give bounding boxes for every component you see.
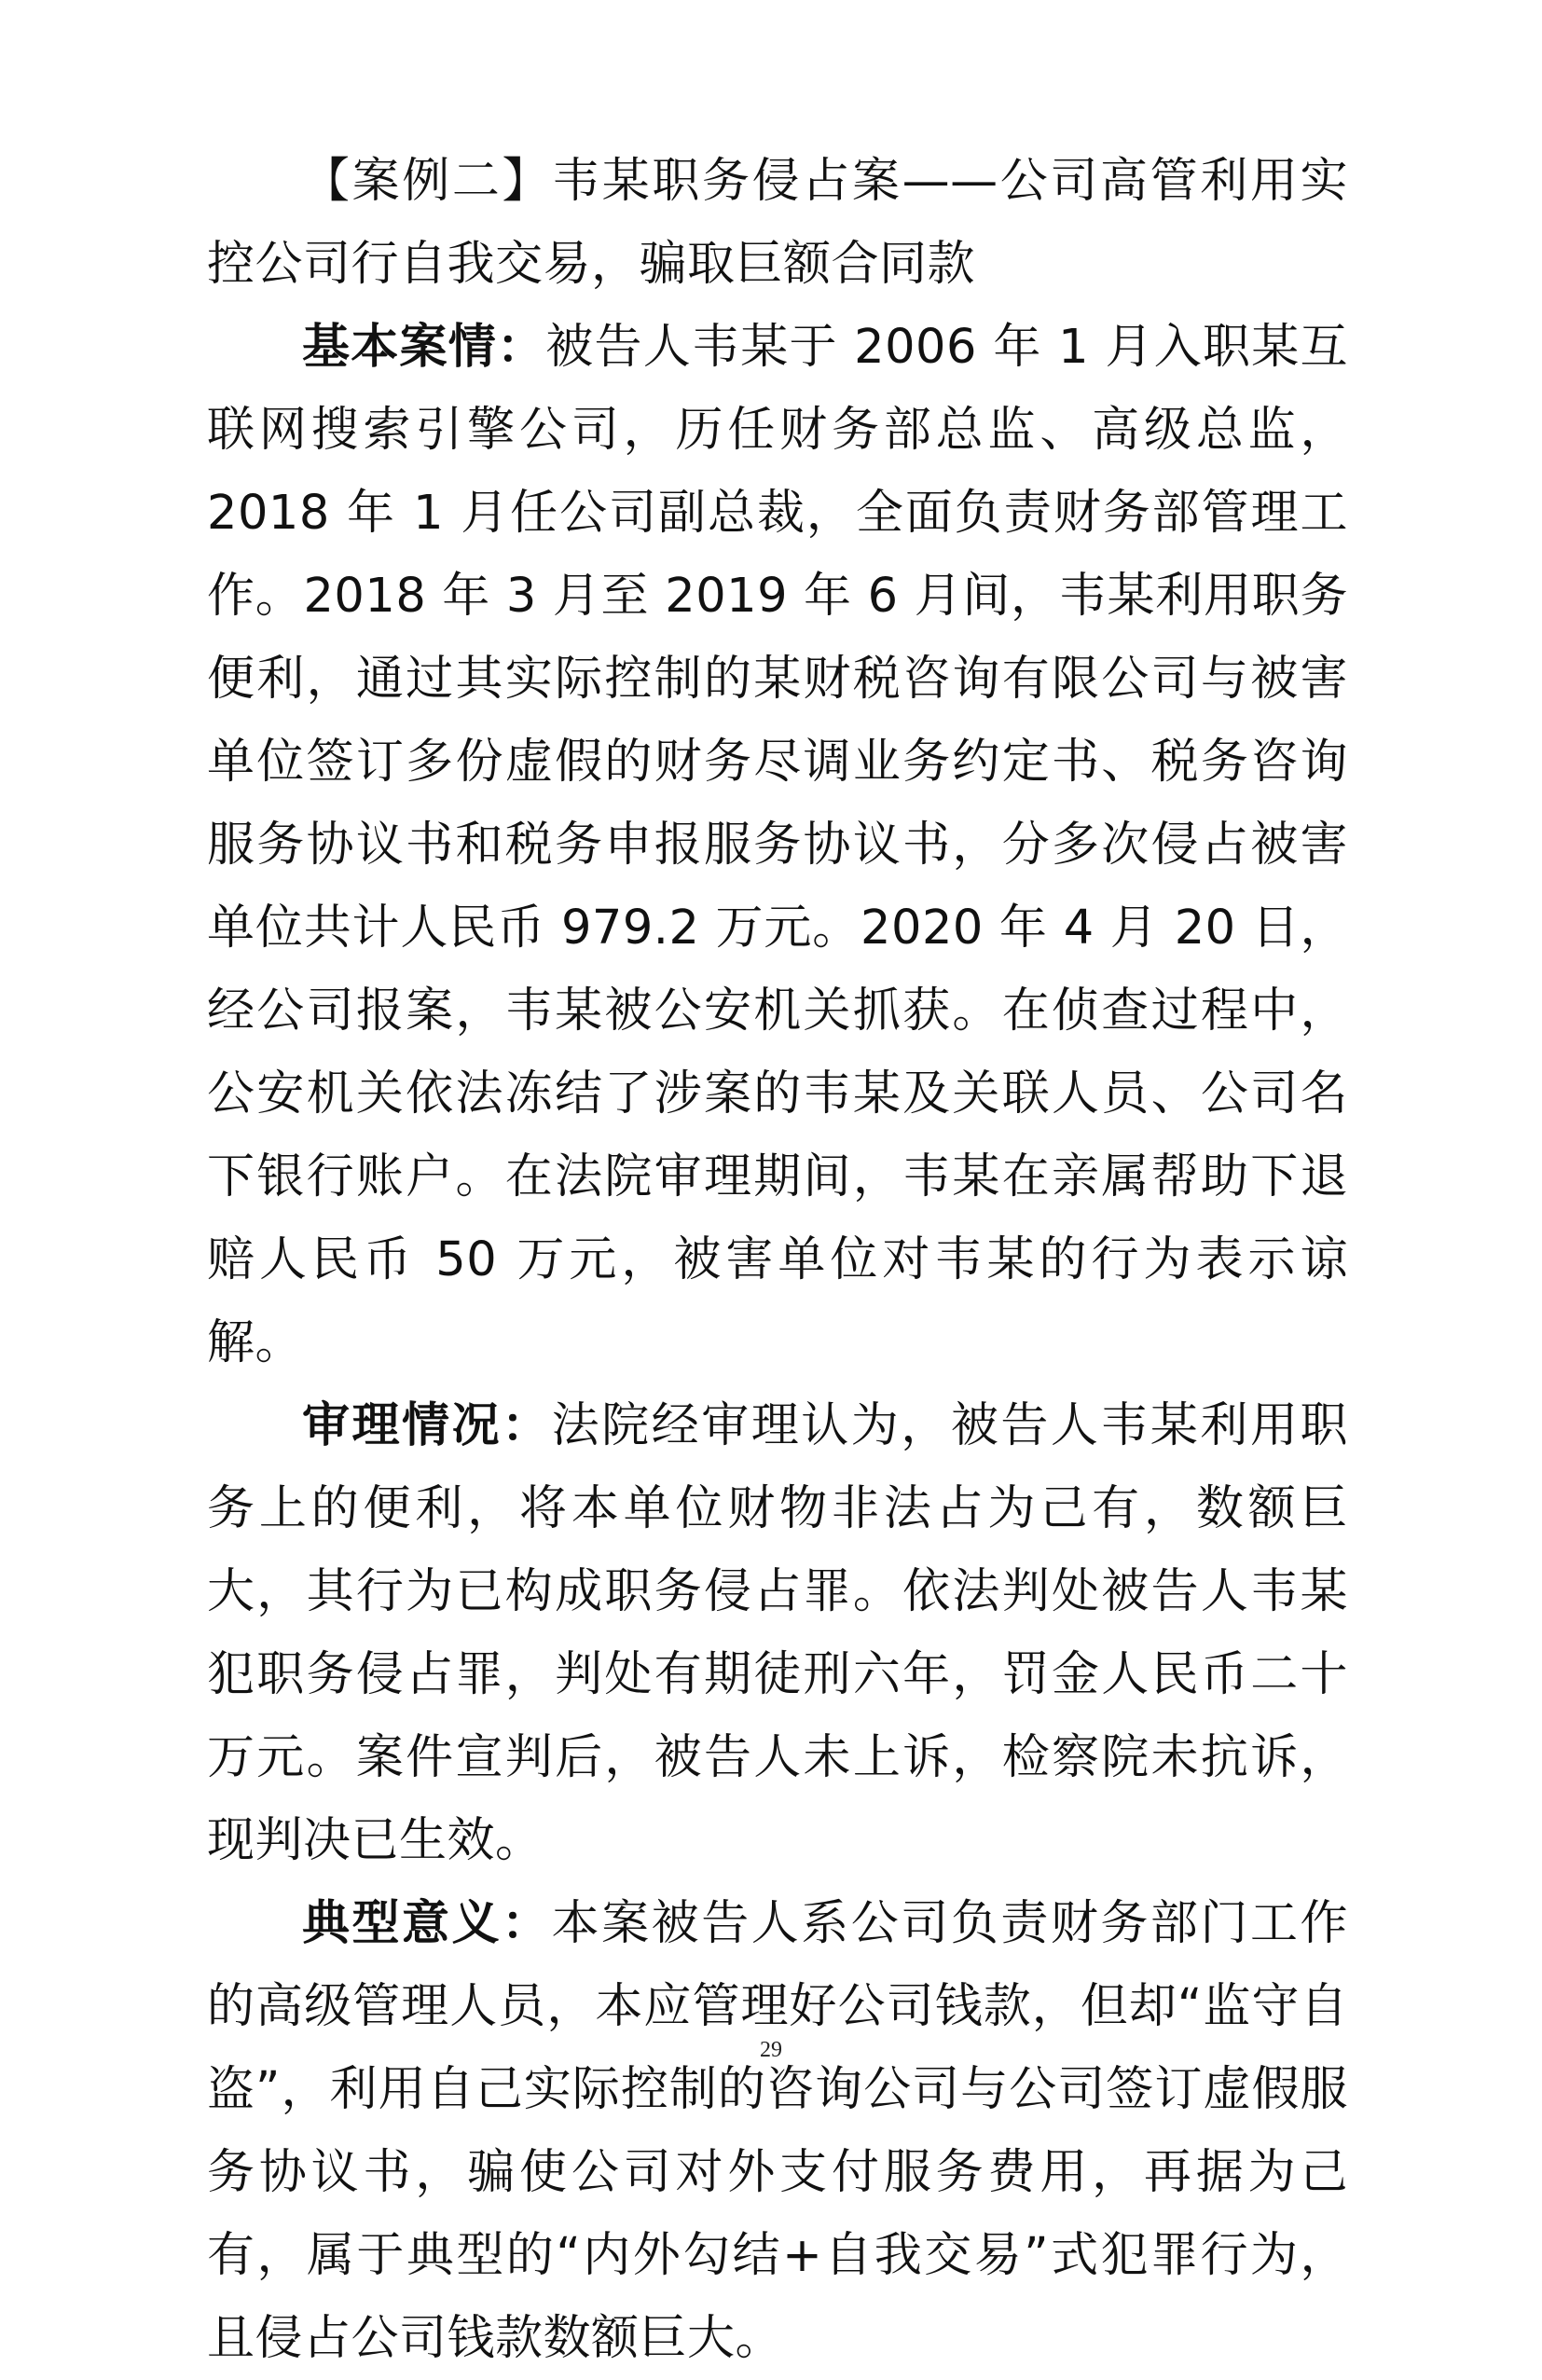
trial-heading: 审理情况： — [302, 1398, 552, 1453]
significance-heading: 典型意义： — [302, 1896, 552, 1951]
page-number: 29 — [760, 2038, 782, 2062]
trial-text: 法院经审理认为，被告人韦某利用职务上的便利，将本单位财物非法占为己有，数额巨大，其行为已构成职务侵占罪。依法判处被告人韦某犯职务侵占罪，判处有期徒刑六年，罚金人民币二十万元。案件宣判后，被告人未上诉，检察院未抗诉，现判决已生效。 — [207, 1398, 1348, 1868]
basic-facts-paragraph — [207, 306, 1348, 1384]
basic-facts-text: 被告人韦某于 2006 年 1 月入职某互联网搜索引擎公司，历任财务部总监、高级总监，2018 年 1 月任公司副总裁，全面负责财务部管理工作。2018 年 3 月至 2019 年 6 月间，韦某利用职务便利，通过其实际控制的某财税咨询有限公司与被害单位签订多份虚假的财务尽调业务约定书、税务咨询服务协议书和税务申报服务协议书，分多次侵占被害单位共计人民币 979.2 万元。2020 年 4 月 20 日，经公司报案，韦某被公安机关抓获。在侦查过程中，公安机关依法冻结了涉案的韦某及关联人员、公司名下银行账户。在法院审理期间，韦某在亲属帮助下退赔人民币 50 万元，被害单位对韦某的行为表示谅解。 — [207, 320, 1348, 1370]
basic-facts-heading: 基本案情： — [302, 320, 546, 375]
case-title: 【案例二】韦某职务侵占案——公司高管利用实控公司行自我交易，骗取巨额合同款 — [207, 154, 1348, 292]
trial-paragraph — [207, 1384, 1348, 1882]
significance-text: 本案被告人系公司负责财务部门工作的高级管理人员，本应管理好公司钱款，但却“监守自盗”，利用自己实际控制的咨询公司与公司签订虚假服务协议书，骗使公司对外支付服务费用，再据为己有，属于典型的“内外勾结+自我交易”式犯罪行为，且侵占公司钱款数额巨大。 — [207, 1896, 1348, 2366]
significance-paragraph — [207, 1882, 1348, 2380]
